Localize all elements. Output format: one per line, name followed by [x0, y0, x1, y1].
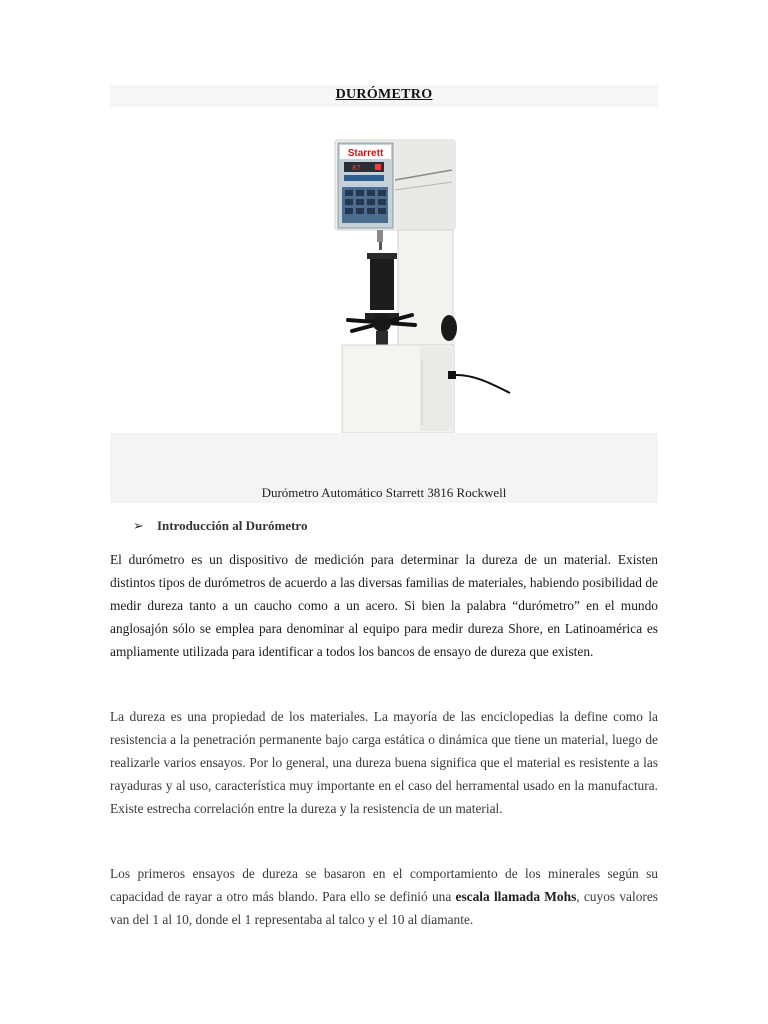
figure-caption: Durómetro Automático Starrett 3816 Rockwell [261, 485, 507, 500]
paragraph-3-start: Los primeros ensayos de dureza se basaron en el comportamiento de los minerales según su capacidad de rayar a otro más blando. Para ello se definió una [110, 866, 658, 904]
document-title: DURÓMETRO [335, 87, 433, 102]
arrow-bullet-icon: ➢ [133, 518, 144, 533]
paragraph-3 [110, 862, 658, 931]
durometer-illustration [330, 135, 520, 435]
caption-band [110, 433, 658, 503]
brand-label: Starrett [347, 148, 384, 159]
title-band [110, 85, 658, 107]
display-value: 87 [352, 164, 361, 172]
paragraph-3-bold: escala llamada Mohs [455, 889, 577, 904]
paragraph-3-end: , cuyos valores van del 1 al 10, donde el 1 representaba al talco y el 10 al diamante. [110, 889, 658, 927]
section-heading-text: Introducción al Durómetro [157, 518, 308, 533]
paragraph-2: La dureza es una propiedad de los materiales. La mayoría de las enciclopedias la define como la resistencia a la penetración permanente bajo carga estática o dinámica que tiene un material, luego de realizarle varios ensayos. Por lo general, una dureza buena significa que el material es resistente a las rayaduras y al uso, característica muy importante en el caso del herramental usado en la manufactura. Existe estrecha correlación entre la dureza y la resistencia de un material. [110, 709, 658, 816]
section-heading [133, 518, 307, 534]
durometer-figure [330, 135, 520, 435]
paragraph-1: El durómetro es un dispositivo de medición para determinar la dureza de un material. Existen distintos tipos de durómetros de acuerdo a las diversas familias de materiales, habiendo posibilidad de medir dureza tanto a un caucho como a un acero. Si bien la palabra “durómetro” en el mundo anglosajón sólo se emplea para denominar al equipo para medir dureza Shore, en Latinoamérica es ampliamente utilizada para identificar a todos los bancos de ensayo de dureza que existen. [110, 552, 658, 659]
